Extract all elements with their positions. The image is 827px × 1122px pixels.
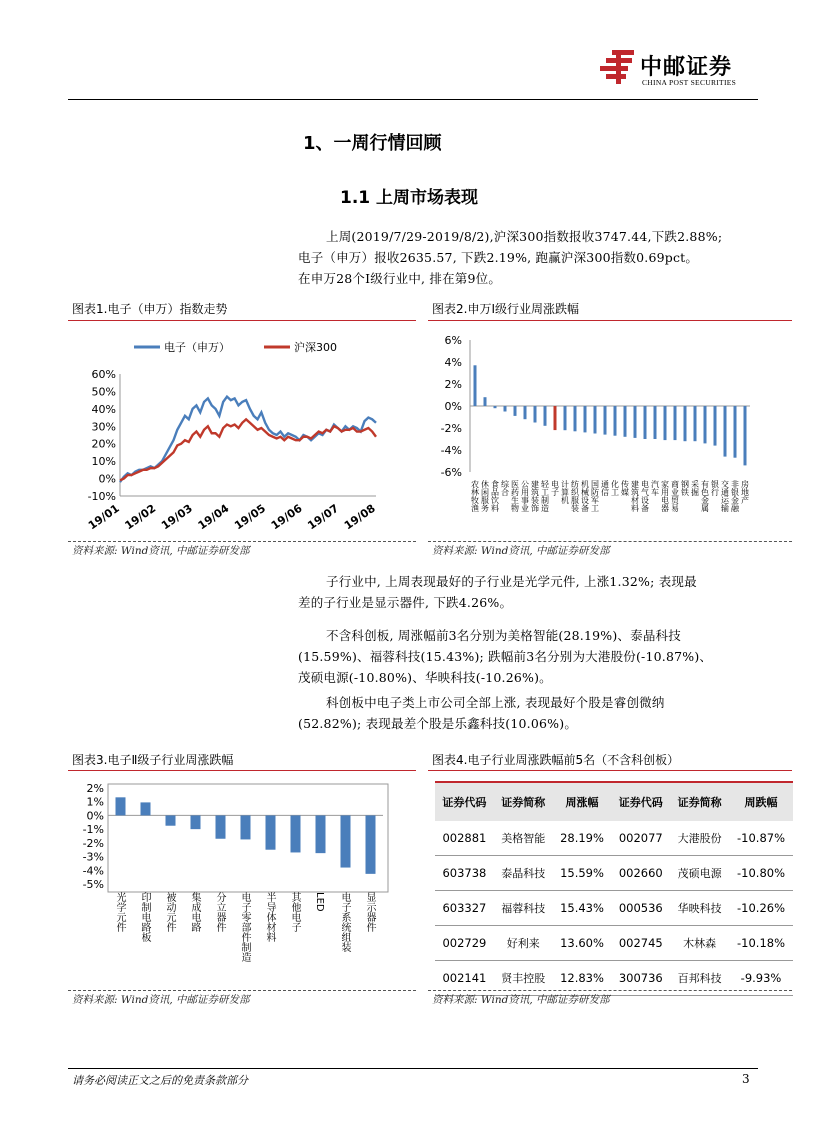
cell-name: 好利来: [494, 926, 553, 961]
top5-stocks-table: [435, 783, 793, 996]
chart2-category-label: 汽车: [650, 480, 660, 496]
chart3-y-tick-label: -5%: [82, 878, 104, 891]
chart3-category-label: 电子系统组装: [339, 892, 350, 952]
chart2-bar: [734, 406, 737, 458]
figure3-source: 资料来源: Wind资讯, 中邮证券研发部: [72, 994, 250, 1006]
para1-line3: 在申万28个Ⅰ级行业中, 排在第9位。: [298, 271, 502, 286]
bar-chart-sw-industries: [428, 322, 792, 540]
chart3-bar: [216, 815, 226, 838]
chart1-x-tick-label: 19/06: [268, 501, 305, 533]
chart2-bar: [514, 406, 517, 416]
chart2-bar: [484, 397, 487, 406]
cell-code: 002660: [611, 856, 670, 891]
chart2-bar: [644, 406, 647, 439]
chart2-category-label: 化工: [610, 480, 620, 496]
chart3-category-label: 被动元件: [164, 892, 175, 932]
chart2-bar: [604, 406, 607, 435]
legend-label-electronics: 电子（申万）: [164, 341, 230, 354]
chart2-y-tick-label: 4%: [444, 356, 462, 369]
cell-name: 华映科技: [670, 891, 729, 926]
figure3-caption: 图表3.电子Ⅱ级子行业周涨跌幅: [72, 753, 234, 767]
chart1-y-tick-label: -10%: [87, 490, 116, 503]
chart1-y-tick-label: 60%: [91, 368, 116, 381]
chart2-bar: [694, 406, 697, 441]
header-divider: [68, 99, 758, 100]
chart2-bar: [704, 406, 707, 443]
cell-code: 002745: [611, 926, 670, 961]
chart1-y-tick-label: 20%: [91, 437, 116, 451]
bar-chart-electronics-subindustries: [68, 772, 416, 990]
chart2-category-label: 有色金属: [700, 480, 710, 512]
company-logo: [598, 44, 758, 92]
chart2-category-label: 电气设备: [640, 480, 650, 512]
chart1-x-tick-label: 19/05: [232, 501, 269, 533]
cell-loss: -10.26%: [729, 891, 793, 926]
header-name-gain: 证券简称: [494, 783, 553, 821]
figure1-source: 资料来源: Wind资讯, 中邮证券研发部: [72, 545, 250, 557]
chart3-category-label: 其他电子: [289, 892, 300, 932]
chart2-category-label: 医药生物: [510, 480, 520, 512]
cell-gain: 12.83%: [553, 961, 612, 996]
chart3-category-label: 印制电路板: [139, 892, 150, 942]
chart3-bar: [266, 815, 276, 849]
figure3-top-rule: [68, 770, 416, 771]
chart1-y-tick-label: 0%: [98, 472, 116, 486]
chart2-y-tick-label: 0%: [444, 400, 462, 413]
chart2-category-label: 休闲服务: [480, 480, 490, 512]
footer-disclaimer: 请务必阅读正文之后的免责条款部分: [72, 1074, 248, 1087]
cell-code: 002077: [611, 821, 670, 856]
chart1-y-tick-label: 10%: [91, 455, 116, 469]
table-header-row: [435, 783, 793, 821]
chart2-bar: [554, 406, 557, 430]
chart1-y-tick-label: 40%: [91, 402, 116, 416]
cell-code: 000536: [611, 891, 670, 926]
header-code-gain: 证券代码: [435, 783, 494, 821]
cell-name: 茂硕电源: [670, 856, 729, 891]
chart3-bar: [141, 802, 151, 815]
chart2-category-label: 综合: [500, 480, 510, 496]
logo-english-text: CHINA POST SECURITIES: [642, 78, 737, 87]
cell-code: 603738: [435, 856, 494, 891]
chart2-category-label: 交通运输: [720, 480, 730, 512]
cell-name: 福蓉科技: [494, 891, 553, 926]
table-row: [435, 856, 793, 891]
chart1-x-tick-label: 19/02: [122, 501, 159, 533]
cell-loss: -9.93%: [729, 961, 793, 996]
figure4-bottom-rule: [428, 990, 792, 991]
chart3-category-label: LED: [314, 892, 325, 912]
cell-name: 美格智能: [494, 821, 553, 856]
cell-gain: 28.19%: [553, 821, 612, 856]
chart2-bar: [724, 406, 727, 457]
cell-gain: 13.60%: [553, 926, 612, 961]
chart3-y-tick-label: 1%: [86, 795, 104, 809]
chart1-y-tick-label: 30%: [91, 420, 116, 434]
chart3-bar: [316, 815, 326, 853]
page-number: 3: [742, 1072, 750, 1086]
chart3-bar: [241, 815, 251, 839]
figure1-caption: 图表1.电子（申万）指数走势: [72, 302, 228, 316]
series-line-electronics: [120, 397, 376, 482]
paragraph-star-market: [298, 692, 768, 734]
para3-line2: (15.59%)、福蓉科技(15.43%); 跌幅前3名分别为大港股份(-10.87%)、: [298, 649, 713, 664]
chart3-category-label: 分立器件: [214, 892, 225, 932]
para1-line1: 上周(2019/7/29-2019/8/2),沪深300指数报收3747.44,下跌2.88%;: [326, 229, 723, 244]
chart3-category-label: 显示器件: [364, 892, 375, 932]
table-row: [435, 821, 793, 856]
para2-line2: 差的子行业是显示器件, 下跌4.26%。: [298, 595, 513, 610]
chart1-x-tick-label: 19/07: [305, 501, 342, 533]
chart2-bar: [714, 406, 717, 446]
chart2-category-label: 电子: [550, 480, 560, 496]
paragraph-market-summary: [298, 226, 768, 289]
cell-code: 603327: [435, 891, 494, 926]
figure4-caption: 图表4.电子行业周涨跌幅前5名（不含科创板）: [432, 753, 680, 767]
cell-loss: -10.87%: [729, 821, 793, 856]
chart2-bar: [634, 406, 637, 438]
chart3-y-tick-label: -2%: [82, 836, 104, 850]
paragraph-subindustry: [298, 571, 768, 613]
figure3-bottom-rule: [68, 990, 416, 991]
cell-code: 002141: [435, 961, 494, 996]
para1-line2: 电子（申万）报收2635.57, 下跌2.19%, 跑赢沪深300指数0.69pct。: [298, 250, 699, 265]
chart1-legend: [134, 340, 337, 354]
chart2-category-label: 非银金融: [730, 480, 740, 512]
header-weekly-gain: 周涨幅: [553, 783, 612, 821]
chart2-bar: [494, 406, 497, 408]
logo-chinese-text: 中邮证券: [640, 54, 733, 80]
chart2-category-label: 传媒: [620, 480, 630, 496]
cell-loss: -10.18%: [729, 926, 793, 961]
chart2-bar: [524, 406, 527, 419]
cell-name: 木林森: [670, 926, 729, 961]
chart3-category-label: 半导体材料: [264, 892, 275, 942]
chart3-bar: [366, 815, 376, 873]
para2-line1: 子行业中, 上周表现最好的子行业是光学元件, 上涨1.32%; 表现最: [326, 574, 697, 589]
chart2-bar: [664, 406, 667, 440]
para3-line3: 茂硕电源(-10.80%)、华映科技(-10.26%)。: [298, 670, 552, 685]
chart3-category-label: 集成电路: [189, 892, 200, 932]
figure1-top-rule: [68, 320, 416, 321]
chart2-y-tick-label: 2%: [444, 378, 462, 391]
chart2-y-tick-label: -6%: [440, 466, 462, 479]
chart2-category-label: 钢铁: [680, 480, 690, 496]
chart2-bar: [674, 406, 677, 440]
chart2-y-tick-label: 6%: [444, 334, 462, 347]
cell-code: 300736: [611, 961, 670, 996]
chart3-y-tick-label: 2%: [86, 782, 104, 795]
chart2-y-tick-label: -4%: [440, 444, 462, 457]
chart2-bar: [534, 406, 537, 423]
chart3-category-label: 电子零部件制造: [239, 892, 250, 962]
para4-line2: (52.82%); 表现最差个股是乐鑫科技(10.06%)。: [298, 716, 578, 731]
legend-label-hs300: 沪深300: [294, 341, 337, 354]
chart3-y-tick-label: -4%: [82, 864, 104, 878]
chart2-category-label: 银行: [710, 480, 720, 496]
header-name-loss: 证券简称: [670, 783, 729, 821]
chart3-bar: [116, 797, 126, 815]
chart2-bar: [504, 406, 507, 412]
chart3-bar: [291, 815, 301, 852]
chart3-bar: [341, 815, 351, 867]
line-chart-electronics-index: [68, 322, 416, 540]
cell-name: 泰晶科技: [494, 856, 553, 891]
subsection-title: 1.1 上周市场表现: [340, 188, 479, 208]
chart1-x-tick-label: 19/03: [159, 501, 195, 533]
chart1-x-tick-label: 19/08: [341, 501, 378, 533]
para3-line1: 不含科创板, 周涨幅前3名分别为美格智能(28.19%)、泰晶科技: [326, 628, 681, 643]
chart2-category-label: 轻工制造: [540, 480, 550, 512]
chart2-bar: [584, 406, 587, 432]
china-post-logo-icon: [598, 48, 638, 86]
cell-name: 贤丰控股: [494, 961, 553, 996]
chart2-bar: [744, 406, 747, 465]
section-title: 1、一周行情回顾: [303, 133, 442, 154]
chart2-bar: [614, 406, 617, 436]
chart2-bar: [574, 406, 577, 431]
paragraph-top-stocks: [298, 625, 768, 688]
top5-stocks-table-wrapper: [435, 781, 793, 996]
chart2-bar: [654, 406, 657, 439]
table-row: [435, 926, 793, 961]
header-code-loss: 证券代码: [611, 783, 670, 821]
chart1-x-tick-label: 19/04: [195, 501, 232, 533]
chart2-category-label: 家用电器: [660, 480, 670, 512]
chart1-y-tick-label: 50%: [91, 385, 116, 399]
cell-gain: 15.59%: [553, 856, 612, 891]
cell-loss: -10.80%: [729, 856, 793, 891]
header-weekly-loss: 周跌幅: [729, 783, 793, 821]
chart3-y-tick-label: -3%: [82, 850, 104, 864]
figure2-caption: 图表2.申万Ⅰ级行业周涨跌幅: [432, 302, 579, 316]
chart3-y-tick-label: 0%: [86, 809, 104, 823]
figure1-bottom-rule: [68, 541, 416, 542]
chart2-category-label: 采掘: [690, 480, 700, 496]
cell-gain: 15.43%: [553, 891, 612, 926]
chart3-y-tick-label: -1%: [82, 823, 104, 837]
chart2-bar: [544, 406, 547, 426]
chart2-category-label: 商业贸易: [670, 480, 680, 512]
chart2-bar: [564, 406, 567, 430]
para4-line1: 科创板中电子类上市公司全部上涨, 表现最好个股是睿创微纳: [326, 695, 665, 710]
chart2-bar: [624, 406, 627, 437]
figure4-source: 资料来源: Wind资讯, 中邮证券研发部: [432, 994, 610, 1006]
chart2-y-tick-label: -2%: [440, 422, 462, 435]
figure2-bottom-rule: [428, 541, 792, 542]
chart2-category-label: 建筑装饰: [530, 480, 540, 512]
chart2-category-label: 纺织服装: [570, 480, 580, 512]
chart2-bar: [594, 406, 597, 434]
chart2-category-label: 公用事业: [520, 480, 530, 512]
chart2-bar: [684, 406, 687, 441]
chart2-category-label: 通信: [600, 480, 610, 496]
chart3-bar: [166, 815, 176, 825]
chart2-category-label: 建筑材料: [630, 480, 640, 512]
chart3-category-label: 光学元件: [114, 892, 125, 932]
cell-name: 百邦科技: [670, 961, 729, 996]
figure4-top-rule: [428, 770, 792, 771]
chart1-x-tick-label: 19/01: [85, 501, 122, 533]
table-row: [435, 891, 793, 926]
chart2-bar: [474, 365, 477, 406]
chart3-bar: [191, 815, 201, 829]
footer-divider: [68, 1068, 758, 1069]
chart2-category-label: 国防军工: [590, 480, 600, 512]
cell-code: 002881: [435, 821, 494, 856]
cell-name: 大港股份: [670, 821, 729, 856]
cell-code: 002729: [435, 926, 494, 961]
series-line-hs300: [120, 419, 376, 480]
chart2-category-label: 食品饮料: [490, 480, 500, 512]
chart2-category-label: 农林牧渔: [470, 480, 480, 512]
chart2-category-label: 房地产: [740, 480, 750, 504]
chart2-category-label: 计算机: [560, 480, 570, 504]
chart2-category-label: 机械设备: [580, 480, 590, 512]
figure2-source: 资料来源: Wind资讯, 中邮证券研发部: [432, 545, 610, 557]
figure2-top-rule: [428, 320, 792, 321]
